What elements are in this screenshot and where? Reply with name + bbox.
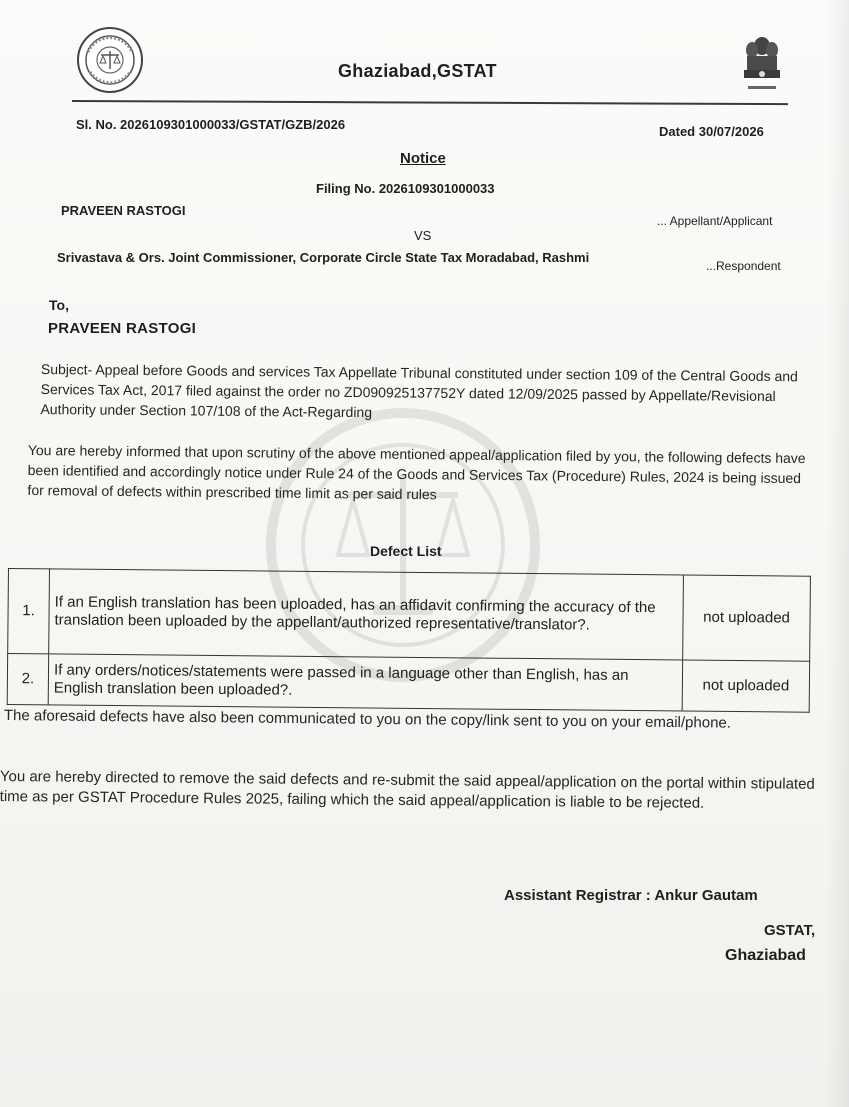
defect-table <box>7 568 811 713</box>
defect-description: If any orders/notices/statements were passed in a language other than English, has an English translation been uploaded?. <box>48 654 682 711</box>
page-title: Ghaziabad,GSTAT <box>338 61 497 81</box>
notice-heading: Notice <box>400 150 446 167</box>
informed-paragraph: You are hereby informed that upon scrutiny of the above mentioned appeal/application filed by you, the following defects have been identified and accordingly notice under Rule 24 of the Goods and Services Tax (Procedure) Rules, 2024 is being issued for removal of defects within prescribed time limit as per said rules <box>27 441 806 503</box>
serial-number: Sl. No. 2026109301000033/GSTAT/GZB/2026 <box>76 117 346 132</box>
addressee-name: PRAVEEN RASTOGI <box>48 320 197 337</box>
respondent-name: Srivastava & Ors. Joint Commissioner, Corporate Circle State Tax Moradabad, Rashmi <box>57 250 590 265</box>
defect-number: 2. <box>7 654 48 705</box>
defect-number: 1. <box>8 569 50 654</box>
versus-label: VS <box>414 228 432 243</box>
defect-status: not uploaded <box>683 575 811 661</box>
addressee-to: To, <box>49 297 69 313</box>
header-divider <box>72 100 788 105</box>
tribunal-seal-icon <box>76 26 144 94</box>
table-row <box>8 569 811 662</box>
subject-paragraph: Subject- Appeal before Goods and services Tax Appellate Tribunal constituted under section 109 of the Central Goods and Services Tax Act, 2017 filed against the order no ZD090925137752Y dated 12/09/2025 passed by Appellate/Revisional Authority under Section 107/108 of the Act-Regarding <box>40 360 798 421</box>
signatory-location: Ghaziabad <box>725 947 806 964</box>
page-shadow <box>827 0 849 1107</box>
respondent-role: ...Respondent <box>706 259 781 273</box>
defect-list-title: Defect List <box>370 543 442 559</box>
table-row <box>7 654 809 713</box>
directed-paragraph: You are hereby directed to remove the said defects and re-submit the said appeal/application on the portal within stipulated time as per GSTAT Procedure Rules 2025, failing which the said appeal/application is liable to be rejected. <box>0 767 815 812</box>
national-emblem-icon <box>738 34 786 96</box>
appellant-name: PRAVEEN RASTOGI <box>61 203 186 218</box>
signatory-office: GSTAT, <box>764 922 816 939</box>
signatory-line: Assistant Registrar : Ankur Gautam <box>504 887 758 904</box>
aforesaid-paragraph: The aforesaid defects have also been communicated to you on the copy/link sent to you on your email/phone. <box>3 706 732 732</box>
defect-status: not uploaded <box>682 660 809 712</box>
defect-table-container <box>7 568 811 717</box>
notice-date: Dated 30/07/2026 <box>659 124 764 139</box>
filing-number: Filing No. 2026109301000033 <box>316 181 495 196</box>
defect-description: If an English translation has been uploaded, has an affidavit confirming the accuracy of the translation been uploaded by the appellant/authorized representative/translator?. <box>49 569 684 660</box>
appellant-role: ... Appellant/Applicant <box>657 214 773 228</box>
